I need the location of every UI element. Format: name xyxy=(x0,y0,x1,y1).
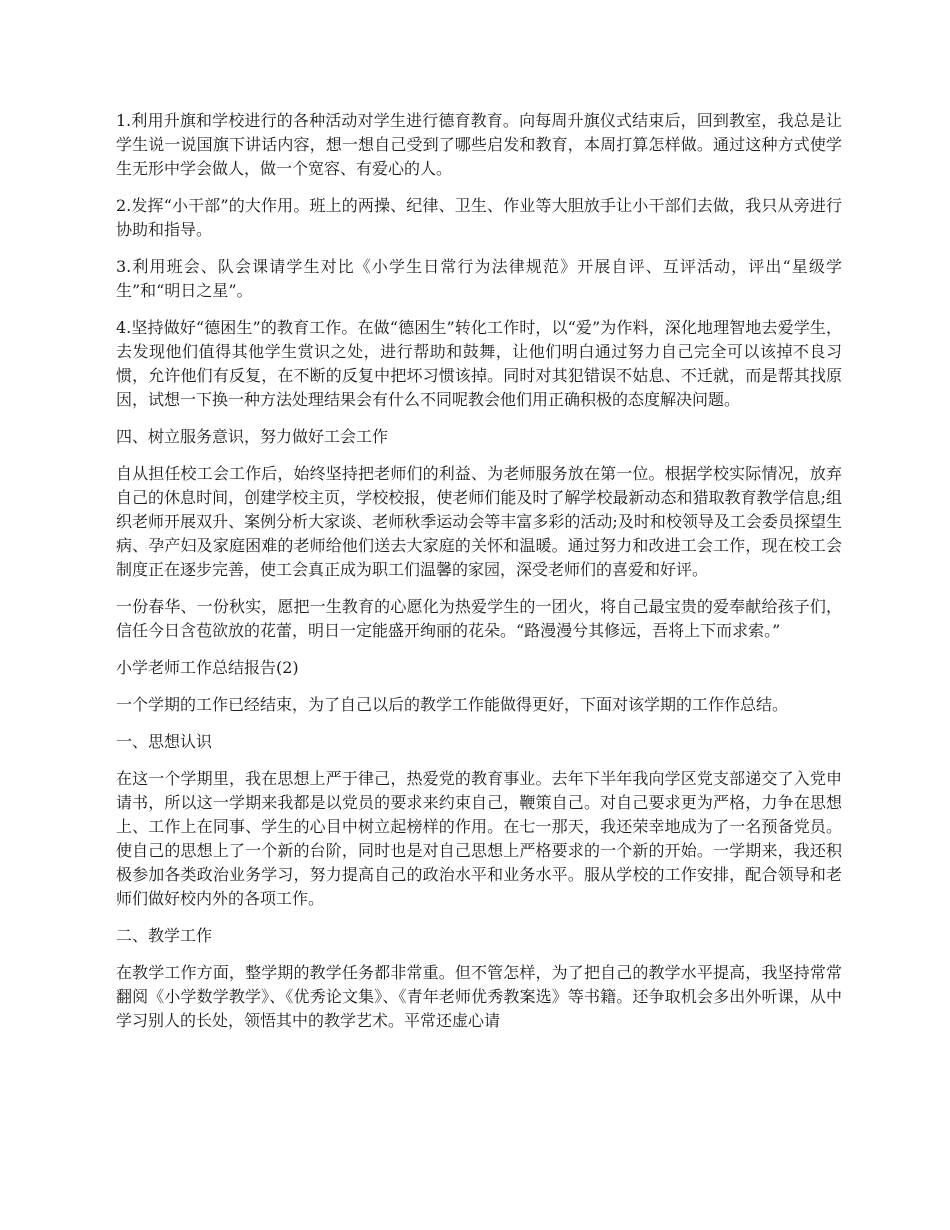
document-body xyxy=(116,109,842,1046)
paragraph-union-work: 自从担任校工会工作后，始终坚持把老师们的利益、为老师服务放在第一位。根据学校实际情况，放弃自己的休息时间，创建学校主页，学校校报，使老师们能及时了解学校最新动态和猎取教育教学信息;组织老师开展双升、案例分析大家谈、老师秋季运动会等丰富多彩的活动;及时和校领导及工会委员探望生病、孕产妇及家庭困难的老师给他们送去大家庭的关怀和温暖。通过努力和改进工会工作，现在校工会制度正在逐步完善，使工会真正成为职工们温馨的家园，深受老师们的喜爱和好评。 xyxy=(116,464,842,579)
paragraph-thought: 在这一个学期里，我在思想上严于律己，热爱党的教育事业。去年下半年我向学区党支部递交了入党申请书，所以这一学期来我都是以党员的要求来约束自己，鞭策自己。对自己要求更为严格，力争在思想上、工作上在同事、学生的心目中树立起榜样的作用。在七一那天，我还荣幸地成为了一名预备党员。使自己的思想上了一个新的台阶，同时也是对自己思想上严格要求的一个新的开始。一学期来，我还积极参加各类政治业务学习，努力提高自己的政治水平和业务水平。服从学校的工作安排，配合领导和老师们做好校内外的各项工作。 xyxy=(116,769,842,908)
paragraph-intro: 一个学期的工作已经结束，为了自己以后的教学工作能做得更好，下面对该学期的工作作总结。 xyxy=(116,695,789,714)
paragraph-3: 3.利用班会、队会课请学生对比《小学生日常行为法律规范》开展自评、互评活动，评出“星级学生”和“明日之星”。 xyxy=(116,257,842,300)
paragraph-1: 1.利用升旗和学校进行的各种活动对学生进行德育教育。向每周升旗仪式结束后，回到教室，我总是让学生说一说国旗下讲话内容，想一想自己受到了哪些启发和教育，本周打算怎样做。通过这种方式使学生无形中学会做人，做一个宽容、有爱心的人。 xyxy=(116,111,842,178)
section-heading-4: 四、树立服务意识，努力做好工会工作 xyxy=(116,427,389,446)
section-heading-teaching: 二、教学工作 xyxy=(116,926,213,945)
section-heading-thought: 一、思想认识 xyxy=(116,732,213,751)
paragraph-4: 4.坚持做好“德困生”的教育工作。在做“德困生”转化工作时，以“爱”为作料，深化地理智地去爱学生，去发现他们值得其他学生赏识之处，进行帮助和鼓舞，让他们明白通过努力自己完全可以该掉不良习惯，允许他们有反复，在不断的反复中把坏习惯该掉。同时对其犯错误不姑息、不迁就，而是帮其找原因，试想一下换一种方法处理结果会有什么不同呢教会他们用正确积极的态度解决问题。 xyxy=(116,318,842,409)
paragraph-closing: 一份春华、一份秋实，愿把一生教育的心愿化为热爱学生的一团火，将自己最宝贵的爱奉献给孩子们，信任今日含苞欲放的花蕾，明日一定能盛开绚丽的花朵。“路漫漫兮其修远，吾将上下而求索。” xyxy=(116,597,842,640)
paragraph-teaching: 在教学工作方面，整学期的教学任务都非常重。但不管怎样，为了把自己的教学水平提高，我坚持常常翻阅《小学数学教学》、《优秀论文集》、《青年老师优秀教案选》等书籍。还争取机会多出外听课，从中学习别人的长处，领悟其中的教学艺术。平常还虚心请 xyxy=(116,963,842,1030)
paragraph-2: 2.发挥“小干部”的大作用。班上的两操、纪律、卫生、作业等大胆放手让小干部们去做，我只从旁进行协助和指导。 xyxy=(116,196,842,239)
report-title-2: 小学老师工作总结报告(2) xyxy=(116,658,299,677)
